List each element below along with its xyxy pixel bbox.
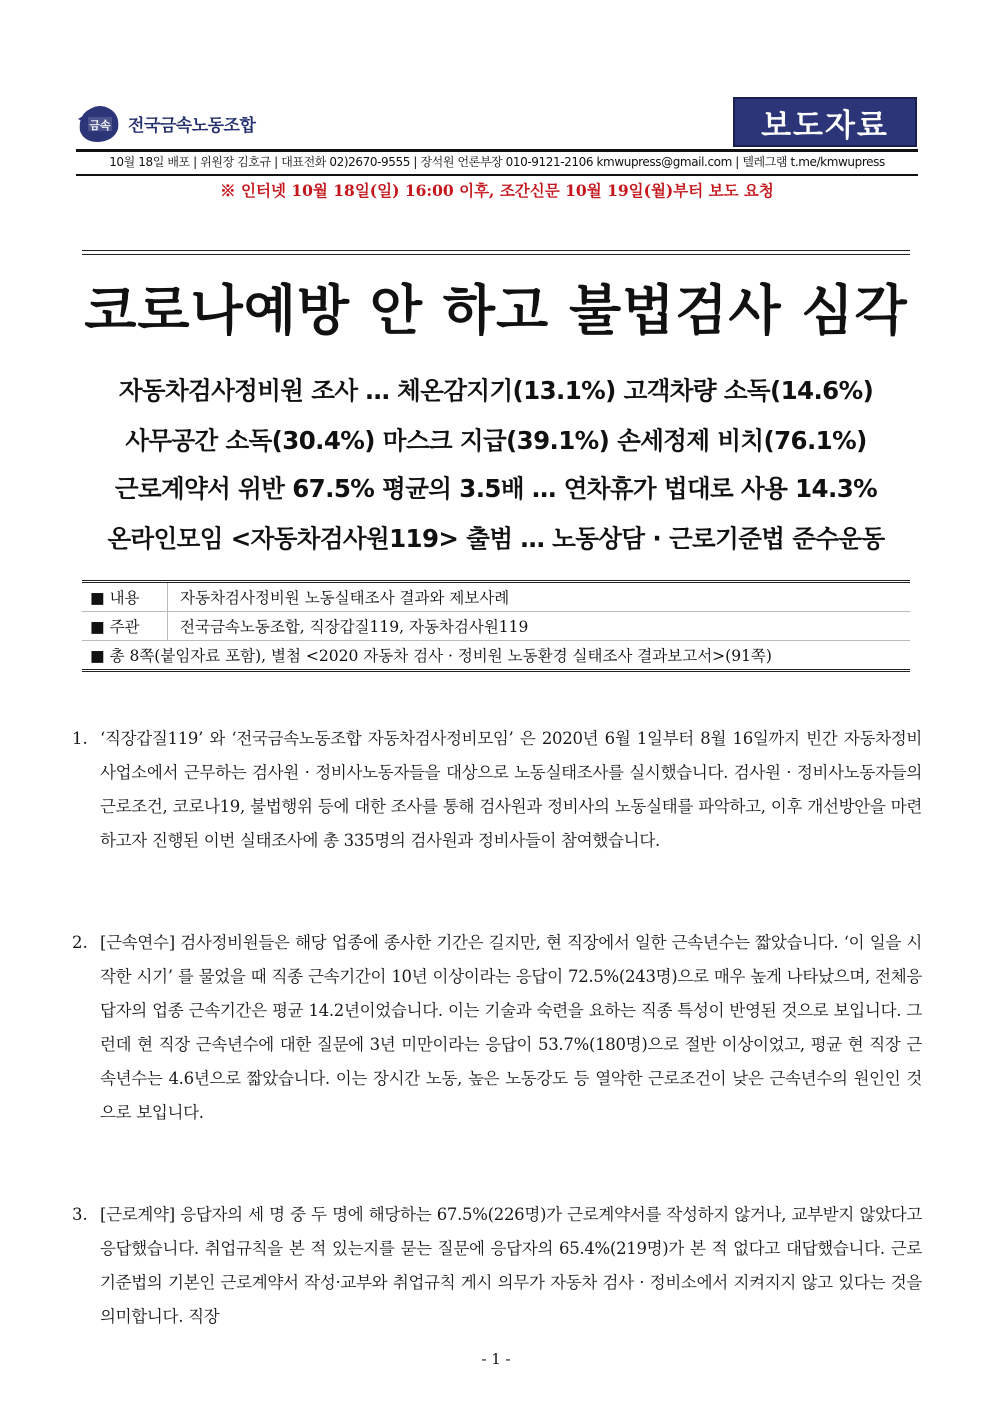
info-box: [82, 580, 910, 672]
subtitle-line: 온라인모임 <자동차검사원119> 출범 … 노동상담 · 근로기준법 준수운동: [107, 524, 885, 553]
body-paragraph: [72, 1198, 922, 1334]
union-logo: [74, 101, 255, 145]
subtitle-line: 근로계약서 위반 67.5% 평균의 3.5배 … 연차휴가 법대로 사용 14.3%: [114, 474, 878, 503]
info-label-content: ■ 내용: [82, 583, 168, 611]
subtitle-line: 사무공간 소독(30.4%) 마스크 지급(39.1%) 손세정제 비치(76.1%): [125, 426, 867, 455]
logo-mark-text: 금속: [89, 119, 111, 132]
title-top-rule: [82, 250, 910, 255]
paragraph-number: 1.: [72, 729, 88, 748]
page-number: - 1 -: [481, 1350, 511, 1368]
info-row-host: [82, 612, 910, 641]
paragraph-number: 3.: [72, 1205, 88, 1224]
logo-text: 전국금속노동조합: [128, 115, 256, 136]
info-value-content: 자동차검사정비원 노동실태조사 결과와 제보사례: [180, 589, 510, 607]
paragraph-text: [근로계약] 응답자의 세 명 중 두 명에 해당하는 67.5%(226명)가 근로계약서를 작성하지 않거나, 교부받지 않았다고 응답했습니다. 취업규칙을 본 적 있는지를 묻는 질문에 응답자의 65.4%(219명)가 본 적 없다고 대답했습니다. 근로기준법의 기본인 근로계약서 작성·교부와 취업규칙 게시 의무가 자동차 검사 · 정비소에서 지켜지지 않고 있다는 것을 의미합니다. 직장: [100, 1205, 922, 1326]
embargo-notice: ※ 인터넷 10월 18일(일) 16:00 이후, 조간신문 10월 19일(월)부터 보도 요청: [220, 181, 774, 200]
union-emblem-icon: [74, 101, 122, 145]
subtitle-line: 자동차검사정비원 조사 … 체온감지기(13.1%) 고객차량 소독(14.6%): [118, 376, 874, 405]
header-top-rule: [76, 149, 918, 152]
info-total-line: ■ 총 8쪽(붙임자료 포함), 별첨 <2020 자동차 검사 · 정비원 노동환경 실태조사 결과보고서>(91쪽): [90, 647, 772, 665]
paragraph-text: ‘직장갑질119’ 와 ‘전국금속노동조합 자동차검사정비모임’ 은 2020년 6월 1일부터 8월 16일까지 빈간 자동차정비사업소에서 근무하는 검사원 · 정비사노동자들을 대상으로 노동실태조사를 실시했습니다. 검사원 · 정비사노동자들의 근로조건, 코로나19, 불법행위 등에 대한 조사를 통해 검사원과 정비사의 노동실태를 파악하고, 이후 개선방안을 마련하고자 진행된 이번 실태조사에 총 335명의 검사원과 정비사들이 참여했습니다.: [100, 729, 922, 850]
info-row-total: [82, 641, 910, 669]
body-paragraph: [72, 926, 922, 1130]
contact-line: 10월 18일 배포 | 위원장 김호규 | 대표전화 02)2670-9555 | 장석원 언론부장 010-9121-2106 kmwupress@gmail.com | 텔레그램 t.me/kmwupress: [109, 155, 885, 169]
paragraph-number: 2.: [72, 933, 88, 952]
press-release-badge: 보도자료: [733, 97, 917, 147]
info-label-host: ■ 주관: [82, 612, 168, 640]
body-paragraph: [72, 722, 922, 858]
header-bottom-rule: [76, 174, 918, 176]
info-row-content: [82, 583, 910, 612]
paragraph-text: [근속연수] 검사정비원들은 해당 업종에 종사한 기간은 길지만, 현 직장에서 일한 근속년수는 짧았습니다. ‘이 일을 시작한 시기’ 를 물었을 때 직종 근속기간이 10년 이상이라는 응답이 72.5%(243명)으로 매우 높게 나타났으며, 전체응답자의 업종 근속기간은 평균 14.2년이었습니다. 이는 기술과 숙련을 요하는 직종 특성이 반영된 것으로 보입니다. 그런데 현 직장 근속년수에 대한 질문에 3년 미만이라는 응답이 53.7%(180명)으로 절반 이상이었고, 평균 현 직장 근속년수는 4.6년으로 짧았습니다. 이는 장시간 노동, 높은 노동강도 등 열악한 근로조건이 낮은 근속년수의 원인인 것으로 보입니다.: [100, 933, 922, 1122]
page-title: 코로나예방 안 하고 불법검사 심각: [84, 279, 908, 342]
info-value-host: 전국금속노동조합, 직장갑질119, 자동차검사원119: [180, 618, 529, 636]
